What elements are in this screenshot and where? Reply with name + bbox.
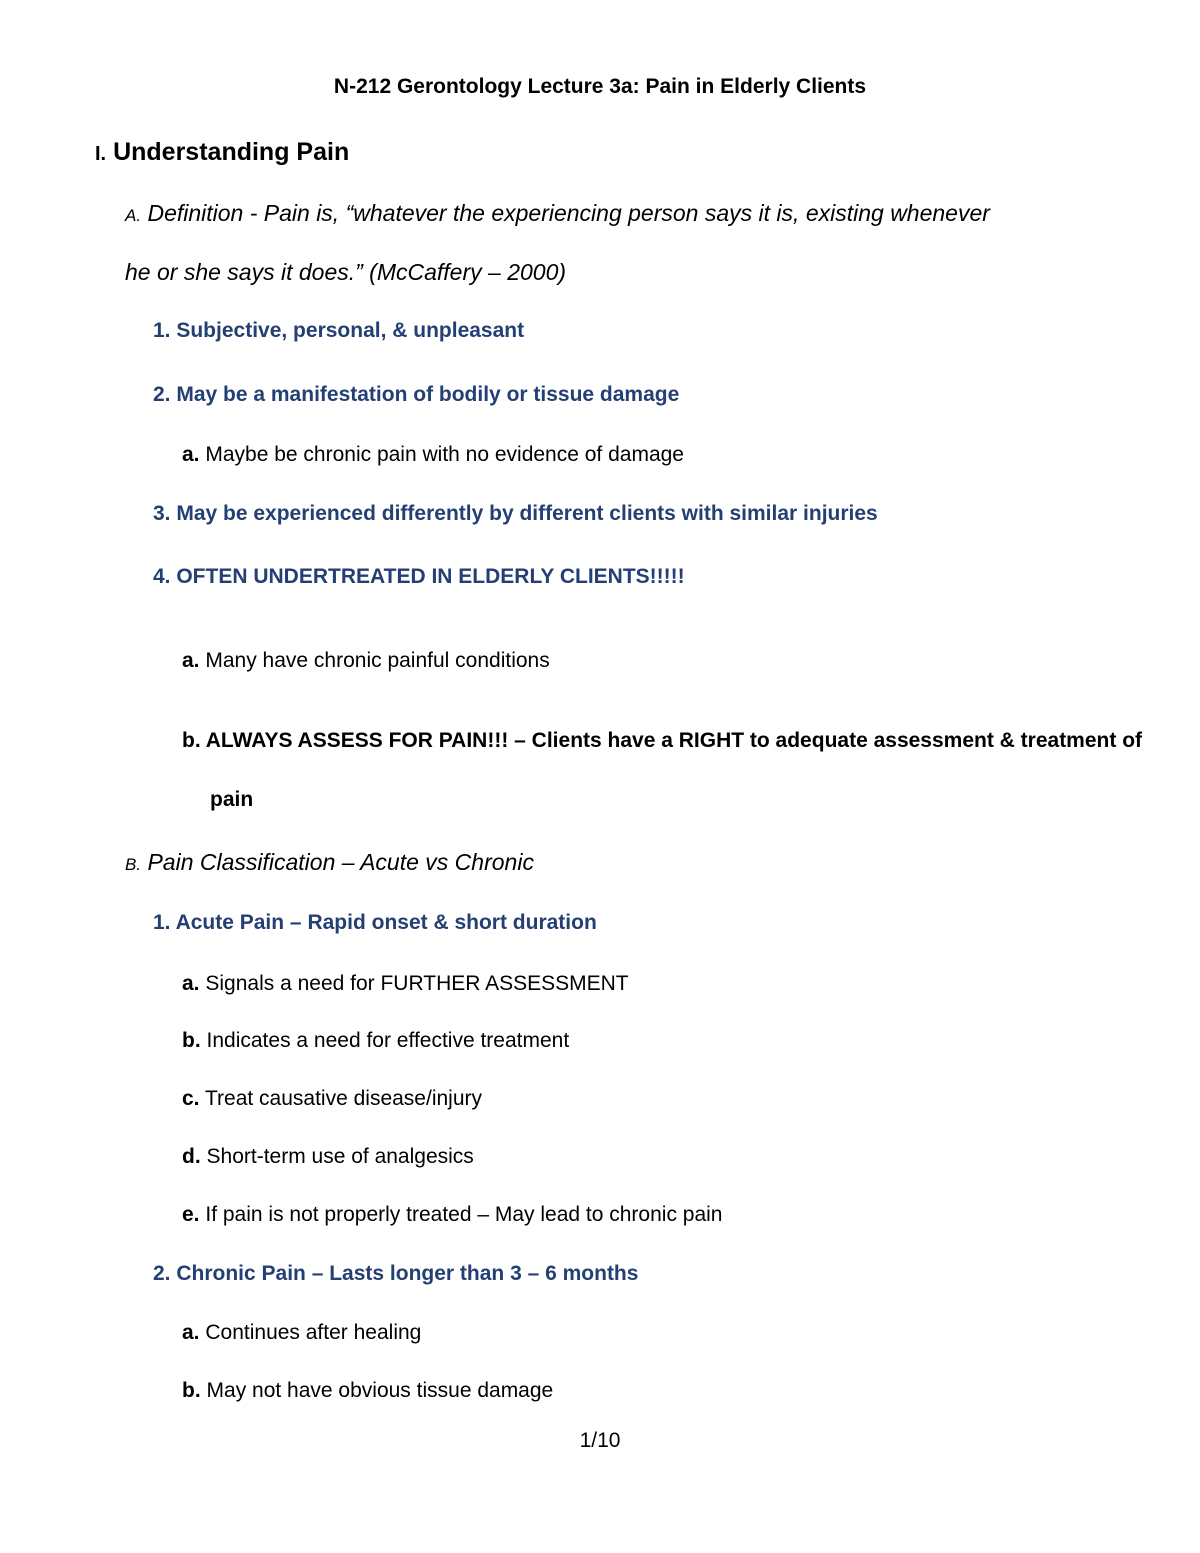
section-heading-understanding-pain — [95, 140, 349, 165]
point-experienced-differently: 3. May be experienced differently by different clients with similar injuries — [153, 502, 878, 525]
subpoint-letter: c. — [182, 1087, 200, 1110]
point-subjective: 1. Subjective, personal, & unpleasant — [153, 319, 525, 342]
point-chronic-pain: 2. Chronic Pain – Lasts longer than 3 – 6 months — [153, 1262, 639, 1285]
subpoint-letter: d. — [182, 1145, 201, 1168]
subpoint-not-properly-treated — [182, 1204, 722, 1225]
subpoint-letter: b. — [182, 729, 201, 752]
subpoint-text: Maybe be chronic pain with no evidence of damage — [205, 443, 684, 466]
point-manifestation: 2. May be a manifestation of bodily or tissue damage — [153, 383, 680, 406]
subpoint-chronic-conditions — [182, 650, 550, 671]
subpoint-text: ALWAYS ASSESS FOR PAIN!!! – Clients have a RIGHT to adequate assessment & treatment of — [205, 729, 1143, 752]
subpoint-letter: b. — [182, 1029, 201, 1052]
subpoint-always-assess-line-1 — [182, 730, 1142, 751]
subpoint-text: Many have chronic painful conditions — [205, 649, 550, 672]
subpoint-text: Signals a need for — [205, 972, 381, 995]
subpoint-effective-treatment — [182, 1030, 569, 1051]
subpoint-no-obvious-damage — [182, 1380, 553, 1401]
definition-line-2: he or she says it does.” (McCaffery – 2000) — [125, 259, 567, 285]
point-undertreated: 4. OFTEN UNDERTREATED IN ELDERLY CLIENTS!!!!! — [153, 565, 685, 588]
section-heading-text: Understanding Pain — [113, 138, 350, 166]
section-number: I. — [95, 143, 107, 165]
document-title: N-212 Gerontology Lecture 3a: Pain in Elderly Clients — [333, 75, 867, 98]
subpoint-text: May not have obvious tissue damage — [206, 1379, 554, 1402]
subpoint-always-assess-line-2: pain — [210, 788, 254, 811]
subpoint-text: Treat causative disease/injury — [204, 1087, 483, 1110]
subpoint-text: Indicates a need for effective treatment — [206, 1029, 570, 1052]
page-number: 1/10 — [579, 1429, 621, 1452]
classification-heading-text: Pain Classification – Acute vs Chronic — [147, 849, 534, 875]
subpoint-text: Short-term use of analgesics — [206, 1145, 474, 1168]
subpoint-letter: a. — [182, 443, 200, 466]
subpoint-treat-causative — [182, 1088, 482, 1109]
definition-line-1 — [125, 202, 990, 225]
subpoint-emphasis: FURTHER ASSESSMENT — [380, 972, 629, 995]
subpoint-continues-after-healing — [182, 1322, 421, 1343]
subpoint-further-assessment — [182, 973, 629, 994]
subpoint-chronic-no-damage — [182, 444, 684, 465]
subpoint-letter: b. — [182, 1379, 201, 1402]
subpoint-text: If pain is not properly treated – May lead to chronic pain — [205, 1203, 723, 1226]
subsection-letter-b: B. — [125, 855, 142, 874]
subpoint-letter: a. — [182, 972, 200, 995]
subpoint-letter: a. — [182, 1321, 200, 1344]
subpoint-short-term-analgesics — [182, 1146, 474, 1167]
point-acute-pain: 1. Acute Pain – Rapid onset & short duration — [153, 911, 597, 934]
subpoint-text: Continues after healing — [205, 1321, 422, 1344]
subpoint-letter: a. — [182, 649, 200, 672]
definition-text-1: Definition - Pain is, “whatever the experiencing person says it is, existing whenever — [147, 200, 990, 226]
subsection-letter-a: A. — [125, 206, 142, 225]
subpoint-letter: e. — [182, 1203, 200, 1226]
classification-heading — [125, 851, 534, 874]
